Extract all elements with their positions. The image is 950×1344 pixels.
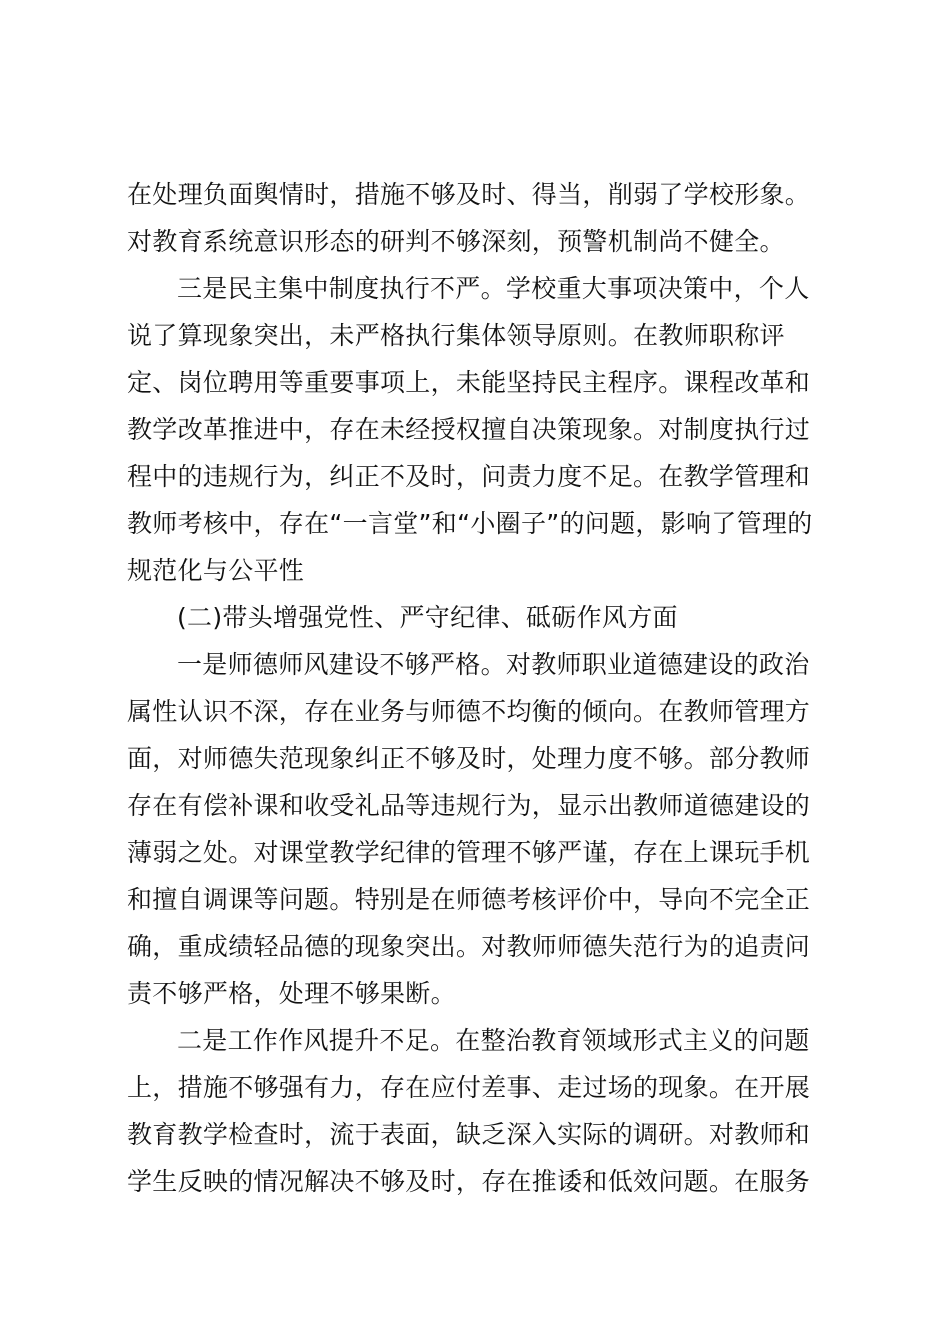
text-line: 教学改革推进中，存在未经授权擅自决策现象。对制度执行过 bbox=[127, 415, 811, 444]
paragraph-start-line: 三是民主集中制度执行不严。学校重大事项决策中，个人 bbox=[177, 274, 810, 303]
text-line: 确，重成绩轻品德的现象突出。对教师师德失范行为的追责问 bbox=[127, 932, 811, 961]
text-line: 和擅自调课等问题。特别是在师德考核评价中，导向不完全正 bbox=[127, 885, 811, 914]
text-line: 属性认识不深，存在业务与师德不均衡的倾向。在教师管理方 bbox=[127, 697, 811, 726]
text-line: 责不够严格，处理不够果断。 bbox=[127, 979, 456, 1008]
paragraph-start-line: 二是工作作风提升不足。在整治教育领域形式主义的问题 bbox=[177, 1026, 810, 1055]
text-line: 上，措施不够强有力，存在应付差事、走过场的现象。在开展 bbox=[127, 1073, 811, 1102]
text-line: 在处理负面舆情时，措施不够及时、得当，削弱了学校形象。 bbox=[127, 180, 811, 209]
text-line: 定、岗位聘用等重要事项上，未能坚持民主程序。课程改革和 bbox=[127, 368, 811, 397]
text-line: 薄弱之处。对课堂教学纪律的管理不够严谨，存在上课玩手机 bbox=[127, 838, 811, 867]
text-line: 教师考核中，存在“一言堂”和“小圈子”的问题，影响了管理的 bbox=[127, 509, 813, 538]
text-line: 说了算现象突出，未严格执行集体领导原则。在教师职称评 bbox=[127, 321, 785, 350]
text-line: 面，对师德失范现象纠正不够及时，处理力度不够。部分教师 bbox=[127, 744, 811, 773]
text-line: 程中的违规行为，纠正不及时，问责力度不足。在教学管理和 bbox=[127, 462, 811, 491]
text-line: 教育教学检查时，流于表面，缺乏深入实际的调研。对教师和 bbox=[127, 1120, 811, 1149]
text-line: 规范化与公平性 bbox=[127, 556, 305, 585]
section-heading: (二)带头增强党性、严守纪律、砥砺作风方面 bbox=[177, 603, 678, 632]
text-line: 存在有偿补课和收受礼品等违规行为，显示出教师道德建设的 bbox=[127, 791, 811, 820]
paragraph-start-line: 一是师德师风建设不够严格。对教师职业道德建设的政治 bbox=[177, 650, 810, 679]
text-line: 学生反映的情况解决不够及时，存在推诿和低效问题。在服务 bbox=[127, 1167, 811, 1196]
text-line: 对教育系统意识形态的研判不够深刻，预警机制尚不健全。 bbox=[127, 227, 785, 256]
